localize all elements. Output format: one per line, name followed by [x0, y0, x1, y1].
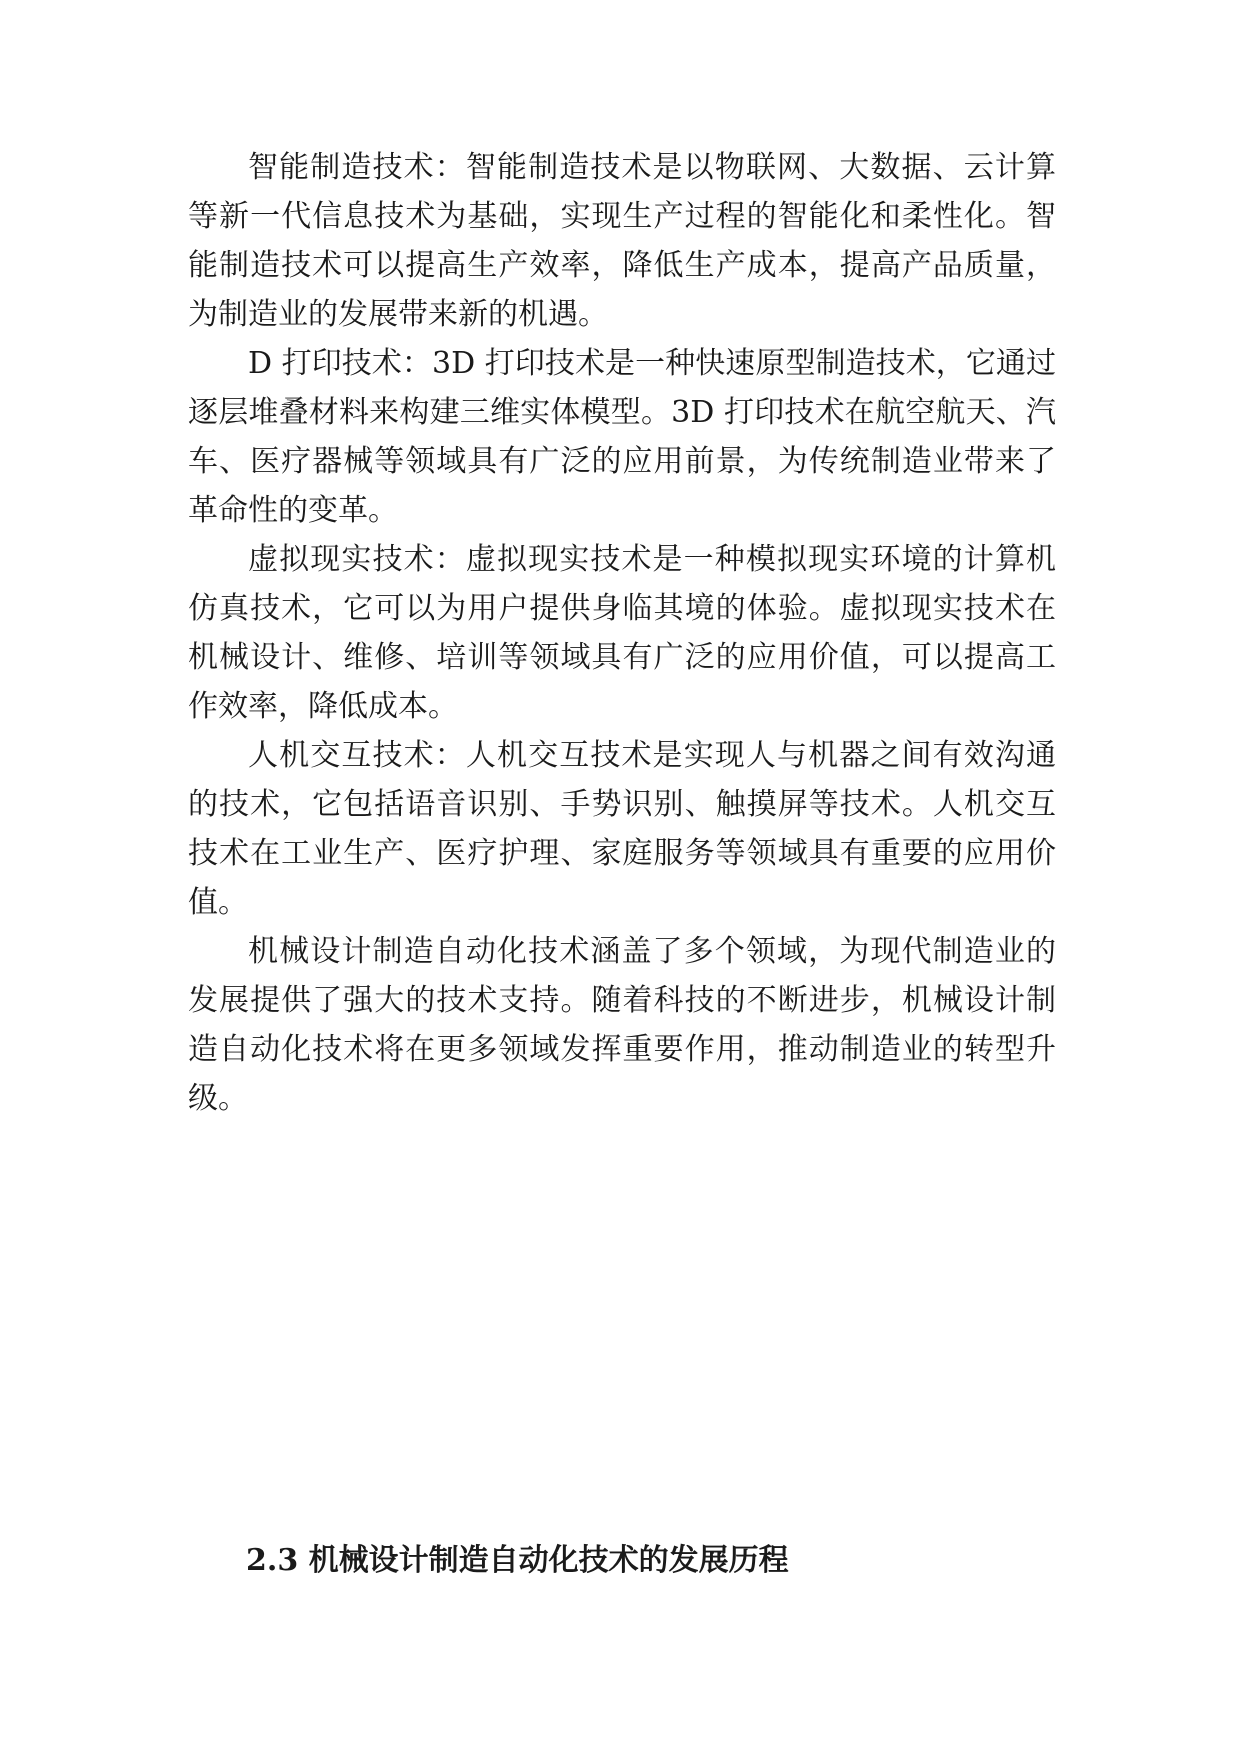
paragraph-intelligent-manufacturing: 智能制造技术：智能制造技术是以物联网、大数据、云计算等新一代信息技术为基础，实现生产过程的智能化和柔性化。智能制造技术可以提高生产效率，降低生产成本，提高产品质量，为制造业的发展带来新的机遇。: [188, 150, 1056, 332]
paragraph-3d-printing: D 打印技术：3D 打印技术是一种快速原型制造技术，它通过逐层堆叠材料来构建三维实体模型。3D 打印技术在航空航天、汽车、医疗器械等领域具有广泛的应用前景，为传统制造业带来了革命性的变革。: [188, 346, 1056, 528]
paragraph-summary: 机械设计制造自动化技术涵盖了多个领域，为现代制造业的发展提供了强大的技术支持。随着科技的不断进步，机械设计制造自动化技术将在更多领域发挥重要作用，推动制造业的转型升级。: [188, 934, 1056, 1116]
body-text: [188, 143, 1056, 1123]
paragraph-human-machine-interaction: 人机交互技术：人机交互技术是实现人与机器之间有效沟通的技术，它包括语音识别、手势识别、触摸屏等技术。人机交互技术在工业生产、医疗护理、家庭服务等领域具有重要的应用价值。: [188, 738, 1056, 920]
section-heading: 2.3 机械设计制造自动化技术的发展历程: [246, 1543, 789, 1578]
paragraph-virtual-reality: 虚拟现实技术：虚拟现实技术是一种模拟现实环境的计算机仿真技术，它可以为用户提供身临其境的体验。虚拟现实技术在机械设计、维修、培训等领域具有广泛的应用价值，可以提高工作效率，降低成本。: [188, 542, 1056, 724]
